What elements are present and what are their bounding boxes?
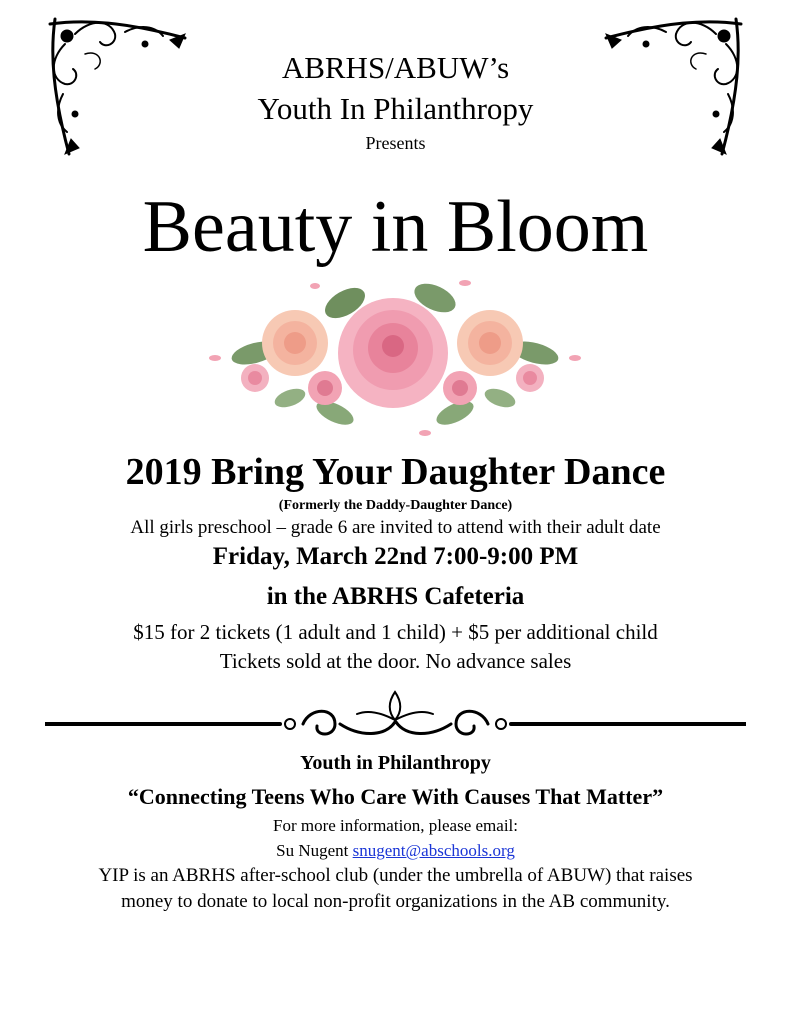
ticket-price: $15 for 2 tickets (1 adult and 1 child) + $5 per additional child xyxy=(133,620,658,644)
rose-bouquet-icon xyxy=(195,268,595,443)
event-location: in the ABRHS Cafeteria xyxy=(266,583,525,610)
contact-email-link[interactable]: snugent@abschools.org xyxy=(352,841,515,860)
more-info-text: For more information, please email: xyxy=(272,816,518,835)
event-formerly-note: (Formerly the Daddy-Daughter Dance) xyxy=(278,498,513,513)
ornamental-divider-icon xyxy=(45,682,746,752)
description-line-2: money to donate to local non-profit organizations in the AB community. xyxy=(121,891,670,912)
event-name: 2019 Bring Your Daughter Dance xyxy=(125,451,666,493)
description-line-1: YIP is an ABRHS after-school club (under the umbrella of ABUW) that raises xyxy=(98,865,693,886)
contact-name: Su Nugent xyxy=(276,841,349,860)
footer-org-name: Youth in Philanthropy xyxy=(300,752,491,774)
organization-name: ABRHS/ABUW’s xyxy=(281,50,510,85)
event-datetime: Friday, March 22nd 7:00-9:00 PM xyxy=(212,543,579,570)
program-name: Youth In Philanthropy xyxy=(257,91,534,126)
presents-label: Presents xyxy=(365,133,426,153)
event-invite-text: All girls preschool – grade 6 are invited to attend with their adult date xyxy=(130,517,661,538)
footer-tagline: “Connecting Teens Who Care With Causes That Matter” xyxy=(127,784,664,809)
contact-line xyxy=(0,840,791,862)
event-title: Beauty in Bloom xyxy=(142,186,649,268)
ticket-sales-note: Tickets sold at the door. No advance sales xyxy=(219,649,572,673)
